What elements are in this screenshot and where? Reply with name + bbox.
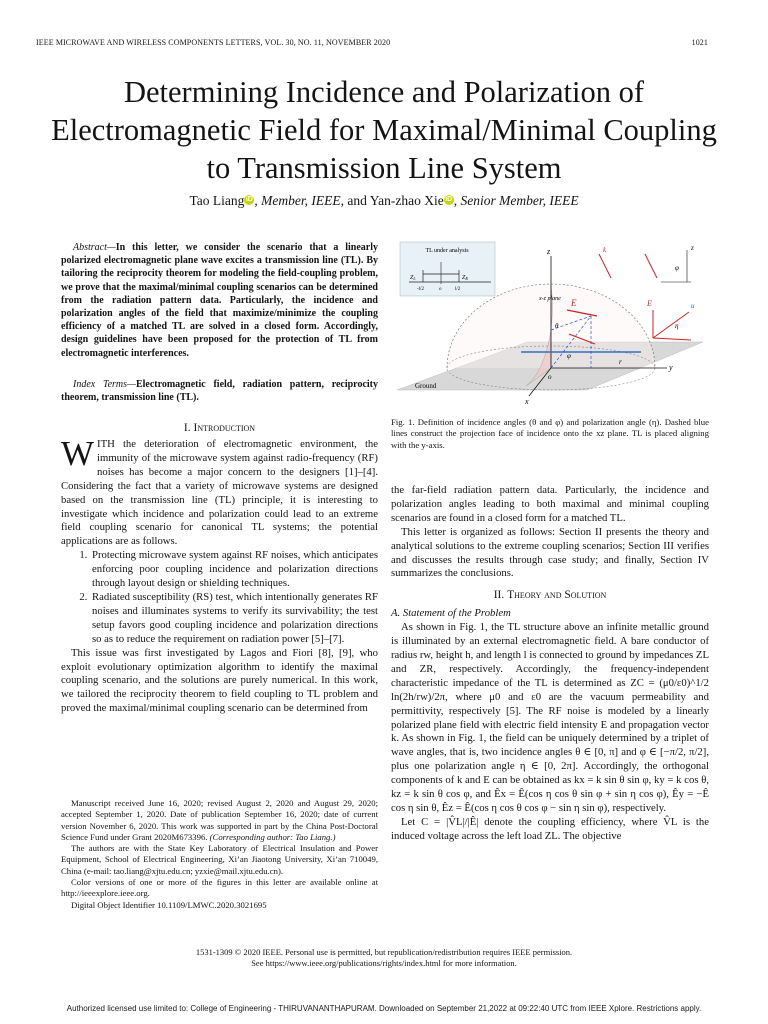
section-heading: II. Theory and Solution xyxy=(493,589,607,602)
svg-text:u: u xyxy=(691,302,695,310)
orcid-icon[interactable]: iD xyxy=(445,196,453,203)
svg-text:E: E xyxy=(571,298,577,308)
corresponding-author: (Corresponding author: Tao Liang.) xyxy=(209,831,336,842)
svg-text:φ: φ xyxy=(675,264,679,272)
svg-text:r: r xyxy=(619,358,622,366)
polarization-vector xyxy=(653,338,691,340)
body-paragraph: the far-field radiation pattern data. Particularly, the incidence and polarization angles leading to both maximal and minimal coupling scenarios are found in a closed form for a matched TL. xyxy=(391,484,709,524)
license-notice: Authorized licensed use limited to: College of Engineering - THIRUVANANTHAPURAM. Downloaded on September 21,2022 at 09:22:40 UTC from IEEE Xplore. Restrictions apply. xyxy=(66,1004,702,1013)
subsection-heading: A. Statement of the Problem xyxy=(391,607,511,620)
author-line: Tao Liang iD , Member, IEEE, and Yan-zhao Xie iD , Senior Member, IEEE xyxy=(189,193,579,208)
doi: Digital Object Identifier 10.1109/LMWC.2020.3021695 xyxy=(71,899,267,910)
inset-load-label-left: ZL xyxy=(410,275,416,281)
svg-text:η: η xyxy=(675,322,679,330)
index-terms-text: Electromagnetic field, radiation pattern, reciprocity theorem, transmission line (TL). xyxy=(61,379,378,404)
abstract-label: Abstract— xyxy=(73,242,116,253)
index-terms-label: Index Terms— xyxy=(73,379,136,390)
author-2-role: Senior Member, IEEE xyxy=(460,193,579,208)
svg-text:y: y xyxy=(669,363,673,372)
author-2: Yan-zhao Xie xyxy=(369,193,444,208)
footnote: Manuscript received June 16, 2020; revised August 2, 2020 and August 29, 2020; accepted September 1, 2020. Date of publication September 16, 2020; date of current version November 6, 2020. This work was supported in part by the China Post-Doctoral Science Fund under Grant 2020M673396. (Corresponding author: Tao Liang.) The authors are with the State Key Laboratory of Electrical Insulation and Power Equipment, School of Electrical Engineering, Xi’an Jiaotong University, Xi’an 710049, China (e-mail: tao.liang@xjtu.edu.cn; yzxie@mail.xjtu.edu.cn). Color versions of one or more of the figures in this letter are available online at http://ieeexplore.ieee.org. Digital Object Identifier 10.1109/LMWC.2020.3021695 xyxy=(61,798,378,910)
orcid-icon[interactable]: iD xyxy=(245,196,253,203)
abstract xyxy=(61,241,378,360)
svg-text:z: z xyxy=(547,247,551,256)
inset-title: TL under analysis xyxy=(425,248,469,254)
xz-plane-label: x-z plane xyxy=(539,296,561,302)
figure-caption: Fig. 1. Definition of incidence angles (θ and φ) and polarization angle (η). Dashed blue lines construct the projection face of incidence onto the xz plane. TL is placed aligning with the y-axis. xyxy=(391,417,709,450)
svg-text:E: E xyxy=(647,299,652,308)
figure-1 xyxy=(391,240,709,412)
abstract-text: In this letter, we consider the scenario that a linearly polarized electromagnetic plane wave excites a transmission line (TL). By tailoring the reciprocity theorem for modeling the field-coupling problem, we prove that the maximal/minimal coupling scenarios can be determined from the radiation pattern data. Particularly, the incidence and polarization angles of the field that maximize/minimize the coupling efficiency of a matched TL are solved in a closed form. Accordingly, design guidelines have been proposed for the protection of TL from electromagnetic interferences. xyxy=(61,242,378,359)
svg-text:k: k xyxy=(603,246,607,254)
author-conjunction: , and xyxy=(340,193,370,208)
ground-label: Ground xyxy=(415,382,437,390)
index-terms xyxy=(61,378,378,404)
list-item: 2. Radiated susceptibility (RS) test, which intentionally generates RF noises and illuminates systems to verify its survivability; the test setup favors good coupling incidence and polarization directions so as to reduce the requirement on radiation power [5]–[7]. xyxy=(90,591,378,647)
polarization-vector xyxy=(653,312,689,338)
right-column-body xyxy=(391,484,709,844)
section-heading: I. Introduction xyxy=(183,422,256,434)
intro-paragraph: This issue was first investigated by Lagos and Fiori [8], [9], who exploit evolutionary optimization algorithm to identify the maximal coupling scenario, and the solutions are purely numerical. In this work, we tailored the reciprocity theorem to field coupling to TL problem and proved the maximal/minimal coupling scenario can be determined from xyxy=(61,646,378,715)
svg-text:θ: θ xyxy=(555,322,559,330)
journal-name: IEEE MICROWAVE AND WIRELESS COMPONENTS LETTERS, VOL. 30, NO. 11, NOVEMBER 2020 xyxy=(36,38,391,47)
inset-tick: -l/2 xyxy=(417,287,424,292)
k-vector-detail xyxy=(645,254,657,278)
body-paragraph: As shown in Fig. 1, the TL structure above an infinite metallic ground is illuminated by an external electromagnetic field. A bare conductor of radius rw, height h, and length l is connected to ground by impedances ZL and ZR, respectively. Accordingly, the frequency-independent characteristic impedance of the TL is determined as ZC = (μ0/ε0)^1/2 ln(2h/rw)/2π, where μ0 and ε0 are the vacuum permeability and permittivity, respectively [5]. The RF noise is modeled by a linearly polarized plane field with electric field intensity E and propagation vector k. As shown in Fig. 1, the field can be uniquely determined by a triplet of wave angles, that is, two incidence angles θ ∈ [0, π] and φ ∈ [−π/2, π/2], plus one polarization angle η ∈ [0, 2π]. Accordingly, the orthogonal components of k and E can be obtained as kx = k sin θ sin φ, ky = k cos θ, kz = k sin θ cos φ, and Êx = Ê(cos η cos θ sin φ + sin η cos φ), Êy = −Ê cos η sin θ, Êz = Ê(cos η cos θ cos φ − sin η sin φ), respectively. xyxy=(391,621,709,814)
running-header xyxy=(36,38,708,47)
k-vector-detail xyxy=(599,254,611,278)
coupling-geometry-diagram xyxy=(391,240,709,412)
author-1-role: Member, IEEE xyxy=(261,193,341,208)
section-title: Theory and Solution xyxy=(507,589,607,602)
svg-text:o: o xyxy=(548,373,552,381)
list-item: 1. Protecting microwave system against RF noises, which anticipates enforcing poor coupling incidence and polarization directions through layout design or shielding techniques. xyxy=(90,549,378,591)
section-title: Introduction xyxy=(193,422,256,434)
author-1: Tao Liang xyxy=(189,193,245,208)
rights-link[interactable]: See https://www.ieee.org/publications/rights/index.html for more information. xyxy=(251,958,517,968)
body-paragraph: This letter is organized as follows: Section II presents the theory and analytical solutions to the extreme coupling scenarios; Section III verifies and discusses the results through case study; and finally, Section IV summarizes the conclusions. xyxy=(391,525,709,580)
paper-title: Determining Incidence and Polarization of Electromagnetic Field for Maximal/Minimal Coupling to Transmission Line System xyxy=(51,75,717,185)
introduction-body xyxy=(61,434,378,716)
intro-paragraph: ITH the deterioration of electromagnetic environment, the immunity of the microwave system against radio-frequency (RF) noises has become a major concern to the designers [1]–[4]. Considering the fact that a variety of microwave systems are designed based on the transmission line (TL) principle, it is interesting to investigate which incidence and polarization could lead to an extreme field coupling scenario for canonical TL systems; the potential applications are as follows. xyxy=(61,438,378,548)
page-number: 1021 xyxy=(691,38,708,47)
svg-text:x: x xyxy=(525,397,529,406)
drop-cap: W xyxy=(61,434,95,473)
inset-load-label-right: ZR xyxy=(462,275,468,281)
inset-tick: o xyxy=(439,287,442,292)
application-list xyxy=(61,549,378,646)
inset-tick: l/2 xyxy=(455,287,461,292)
body-paragraph: Let C = |V̂L|/|Ê| denote the coupling efficiency, where V̂L is the induced voltage across the left load ZL. The objective xyxy=(391,815,709,842)
svg-text:φ: φ xyxy=(567,352,571,360)
copyright-notice: 1531-1309 © 2020 IEEE. Personal use is permitted, but republication/redistribution requires IEEE permission. See https://www.ieee.org/publications/rights/index.html for more information. xyxy=(36,947,732,969)
svg-text:z: z xyxy=(691,244,694,252)
